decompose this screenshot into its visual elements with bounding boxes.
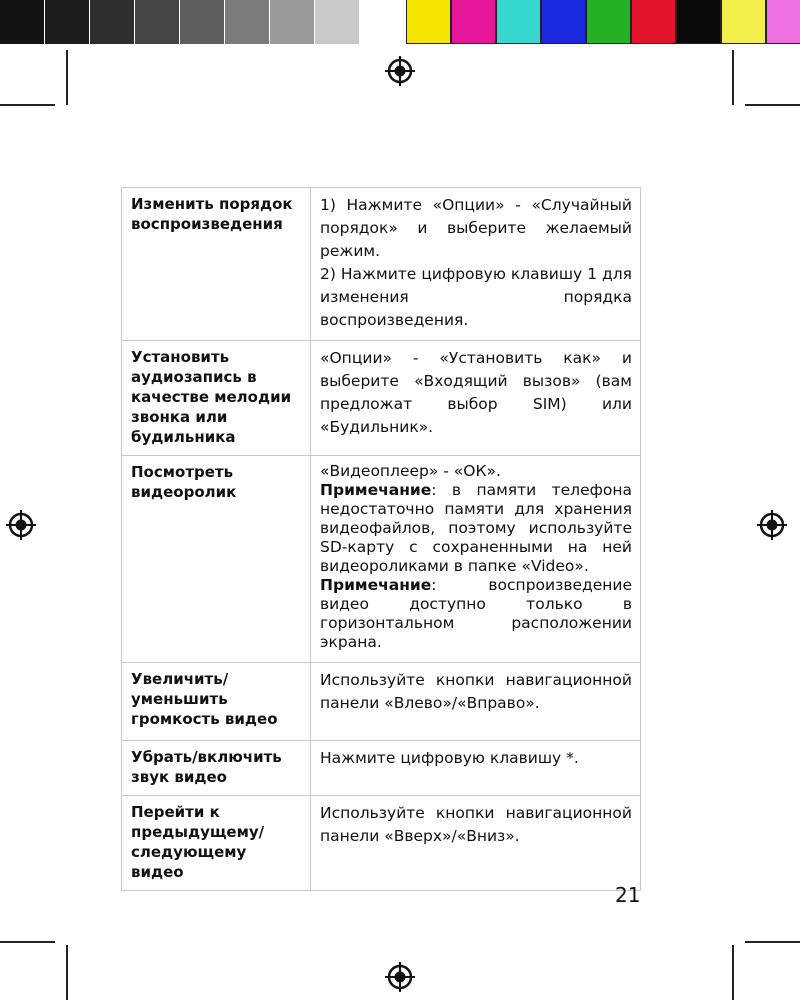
grayscale-calibration-bar: [0, 0, 405, 44]
description-cell: [311, 663, 641, 741]
crop-mark: [0, 941, 55, 943]
description-paragraph: «Опции» - «Установить как» и выберите «Входящий вызов» (вам предложат выбор SIM) или «Будильник».: [320, 349, 632, 436]
note-paragraph: [320, 481, 632, 576]
description-paragraph: Используйте кнопки навигационной панели «Вверх»/«Вниз».: [320, 804, 632, 845]
description-cell: [311, 341, 641, 456]
gray-swatch: [90, 0, 135, 44]
description-cell: [311, 741, 641, 796]
crop-mark: [745, 104, 800, 106]
crop-mark: [732, 50, 734, 105]
crop-mark: [745, 941, 800, 943]
action-cell: Посмотреть видеоролик: [122, 456, 311, 663]
color-swatch: [541, 0, 586, 44]
gray-swatch: [180, 0, 225, 44]
crop-mark: [0, 104, 55, 106]
description-cell: [311, 188, 641, 341]
color-swatch: [586, 0, 631, 44]
instructions-table: [121, 187, 641, 891]
color-swatch: [676, 0, 721, 44]
note-paragraph: [320, 576, 632, 652]
note-label: Примечание: [320, 481, 432, 499]
table-row: [122, 341, 641, 456]
action-cell: Перейти к предыдущему/следующему видео: [122, 796, 311, 891]
table-row: [122, 796, 641, 891]
table-row: [122, 741, 641, 796]
color-swatch: [631, 0, 676, 44]
color-swatch: [721, 0, 766, 44]
description-paragraph: «Видеоплеер» - «ОК».: [320, 462, 501, 480]
color-swatch: [496, 0, 541, 44]
gray-swatch: [0, 0, 45, 44]
gray-swatch: [315, 0, 360, 44]
gray-swatch: [360, 0, 405, 44]
description-paragraph: Нажмите цифровую клавишу *.: [320, 749, 579, 767]
color-calibration-bar: [406, 0, 800, 44]
color-swatch: [406, 0, 451, 44]
description-paragraph: 1) Нажмите «Опции» - «Случайный порядок» и выберите желаемый режим.: [320, 196, 632, 260]
description-paragraph: 2) Нажмите цифровую клавишу 1 для изменения порядка воспроизведения.: [320, 265, 632, 329]
table-row: [122, 456, 641, 663]
action-cell: Установить аудиозапись в качестве мелодии звонка или будильника: [122, 341, 311, 456]
registration-mark-icon: [6, 510, 36, 540]
action-cell: Увеличить/уменьшить громкость видео: [122, 663, 311, 741]
color-swatch: [451, 0, 496, 44]
note-label: Примечание: [320, 576, 432, 594]
note-text: : в памяти телефона недостаточно памяти для хранения видеофайлов, поэтому используйте SD-карту с сохраненными на ней видеороликами в папке «Video».: [320, 481, 632, 575]
registration-mark-icon: [385, 962, 415, 992]
crop-mark: [66, 50, 68, 105]
table-row: [122, 188, 641, 341]
description-paragraph: Используйте кнопки навигационной панели «Влево»/«Вправо».: [320, 671, 632, 712]
table-row: [122, 663, 641, 741]
crop-mark: [66, 945, 68, 1000]
note-text: : воспроизведение видео доступно только в горизонтальном расположении экрана.: [320, 576, 632, 651]
action-cell: Изменить порядок воспроизведения: [122, 188, 311, 341]
registration-mark-icon: [385, 56, 415, 86]
gray-swatch: [45, 0, 90, 44]
gray-swatch: [135, 0, 180, 44]
gray-swatch: [270, 0, 315, 44]
description-cell: [311, 796, 641, 891]
gray-swatch: [225, 0, 270, 44]
description-cell: [311, 456, 641, 663]
action-cell: Убрать/включить звук видео: [122, 741, 311, 796]
page-number: 21: [615, 883, 641, 907]
color-swatch: [766, 0, 800, 44]
crop-mark: [732, 945, 734, 1000]
registration-mark-icon: [757, 510, 787, 540]
